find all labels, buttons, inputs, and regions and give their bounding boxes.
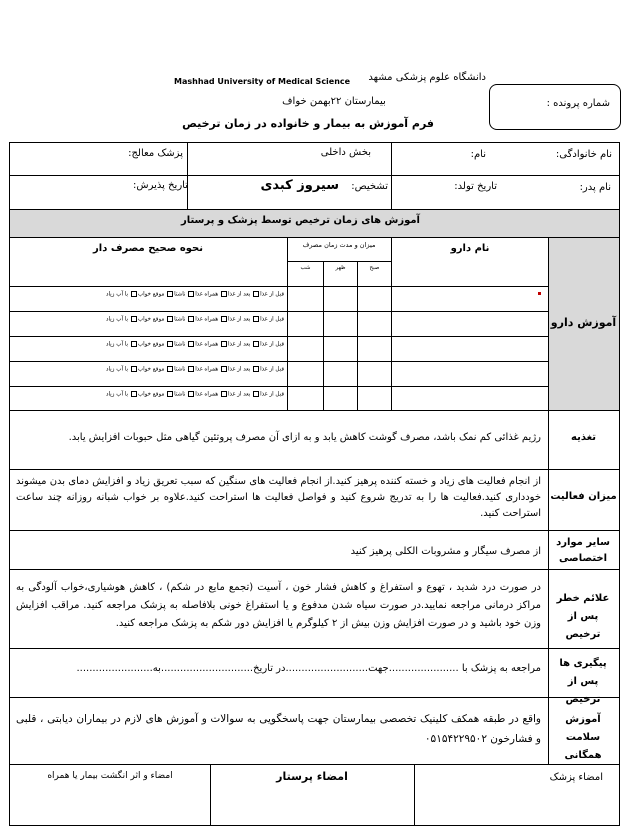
activity-text: از انجام فعالیت های زیاد و خسته کننده پرهیز کنید.از انجام فعالیت های سنگین که سبب تعریق زیاد و افزایش دمای بدن میشوند خودداری کنید.فعالیت ها را به تدریج شروع کنید و فواصل فعالیت ها استراحت کنید.علاوه بر خواب شبانه روزانه چند ساعت استراحت کنید. bbox=[16, 476, 541, 519]
checkbox[interactable] bbox=[253, 291, 259, 297]
opt-with-meal: همراه غذا bbox=[195, 366, 219, 373]
checkbox[interactable] bbox=[253, 341, 259, 347]
checkbox[interactable] bbox=[167, 291, 173, 297]
checkbox[interactable] bbox=[221, 291, 227, 297]
checkbox[interactable] bbox=[221, 366, 227, 372]
checkbox[interactable] bbox=[188, 316, 194, 322]
file-number-box[interactable] bbox=[489, 84, 621, 130]
usage-options-row-2 bbox=[44, 316, 284, 323]
checkbox[interactable] bbox=[131, 391, 137, 397]
opt-with-meal: همراه غذا bbox=[195, 291, 219, 298]
opt-bedtime: موقع خواب bbox=[137, 316, 165, 323]
opt-before-meal: قبل از غذا bbox=[260, 366, 284, 373]
checkbox[interactable] bbox=[167, 316, 173, 322]
checkbox[interactable] bbox=[221, 391, 227, 397]
nutrition-text: رژیم غذائی کم نمک باشد، مصرف گوشت کاهش یابد و به ازای آن مصرف پروتئین گیاهی مثل حبوبات افزایش یابد. bbox=[68, 432, 541, 443]
opt-fasting: ناشتا bbox=[174, 391, 186, 398]
section-title: آموزش های زمان ترخیص توسط پزشک و پرستار bbox=[180, 215, 420, 226]
diagnosis-label: تشخیص: bbox=[351, 181, 388, 192]
warning-signs-label: علائم خطر پس از ترخیص bbox=[556, 593, 610, 640]
opt-bedtime: موقع خواب bbox=[137, 341, 165, 348]
checkbox[interactable] bbox=[221, 341, 227, 347]
opt-bedtime: موقع خواب bbox=[137, 291, 165, 298]
drug-name-header: نام دارو bbox=[450, 243, 490, 254]
hospital-name: بیمارستان ۲۲بهمن خواف bbox=[282, 96, 386, 107]
checkbox[interactable] bbox=[188, 341, 194, 347]
physician-signature-label: امضاء پزشک bbox=[549, 772, 603, 783]
opt-with-meal: همراه غذا bbox=[195, 316, 219, 323]
checkbox[interactable] bbox=[167, 391, 173, 397]
opt-before-meal: قبل از غذا bbox=[260, 391, 284, 398]
patient-signature-label: امضاء و اثر انگشت بیمار یا همراه bbox=[47, 771, 173, 781]
health-education-label: آموزش سلامت همگانی bbox=[564, 714, 602, 761]
opt-bedtime: موقع خواب bbox=[137, 391, 165, 398]
drug-red-mark bbox=[538, 292, 541, 295]
checkbox[interactable] bbox=[131, 291, 137, 297]
checkbox[interactable] bbox=[167, 366, 173, 372]
dose-night: شب bbox=[300, 265, 311, 271]
family-name-label: نام خانوادگی: bbox=[555, 149, 612, 160]
opt-fasting: ناشتا bbox=[174, 291, 186, 298]
opt-after-meal: بعد از غذا bbox=[227, 366, 251, 373]
opt-fasting: ناشتا bbox=[174, 316, 186, 323]
birth-date-label: تاریخ تولد: bbox=[454, 181, 497, 192]
usage-header: نحوه صحیح مصرف دار bbox=[93, 243, 203, 254]
diagnosis-value: سیروز کبدی bbox=[260, 178, 339, 193]
ward-label: بخش داخلی bbox=[320, 147, 371, 158]
opt-before-meal: قبل از غذا bbox=[260, 316, 284, 323]
admission-date-label: تاریخ پذیرش: bbox=[133, 180, 188, 191]
other-label: سایر موارد اختصاصی bbox=[556, 537, 610, 564]
warning-signs-text: در صورت درد شدید ، تهوع و استفراغ و کاهش فشار خون ، آسیت (تجمع مایع در شکم) ، کاهش هوشیاری،خواب آلودگی به مراکز درمانی مراجعه نمایید.در صورت سیاه شدن مدفوع و یا استفراغ خونی بلافاصله به پزشک مراجعه کنید. مراقب افزایش وزن خود باشید و در صورت افزایش وزن بیش از ۲ کیلوگرم یا افزایش دور شکم به پزشک مراجعه کنید. bbox=[16, 582, 541, 629]
name-label: نام: bbox=[470, 149, 486, 160]
opt-much-water: با آب زیاد bbox=[105, 391, 129, 398]
checkbox[interactable] bbox=[188, 391, 194, 397]
father-name-label: نام پدر: bbox=[579, 182, 611, 193]
opt-fasting: ناشتا bbox=[174, 341, 186, 348]
opt-after-meal: بعد از غذا bbox=[227, 391, 251, 398]
other-text: از مصرف سیگار و مشروبات الکلی پرهیز کنید bbox=[350, 546, 541, 557]
checkbox[interactable] bbox=[253, 391, 259, 397]
opt-before-meal: قبل از غذا bbox=[260, 341, 284, 348]
checkbox[interactable] bbox=[221, 316, 227, 322]
form-title: فرم آموزش به بیمار و خانواده در زمان ترخیص bbox=[182, 117, 434, 130]
opt-much-water: با آب زیاد bbox=[105, 316, 129, 323]
opt-before-meal: قبل از غذا bbox=[260, 291, 284, 298]
checkbox[interactable] bbox=[253, 316, 259, 322]
health-education-text: واقع در طبقه همکف کلینیک تخصصی بیمارستان جهت پاسخگویی به سوالات و آموزش های لازم در بیماران دیابتی ، قلبی و فشارخون ۰۵۱۵۴۲۲۹۵۰۲ bbox=[16, 713, 541, 745]
usage-options-row-3 bbox=[44, 341, 284, 348]
opt-after-meal: بعد از غذا bbox=[227, 316, 251, 323]
opt-with-meal: همراه غذا bbox=[195, 391, 219, 398]
opt-much-water: با آب زیاد bbox=[105, 366, 129, 373]
physician-label: پزشک معالج: bbox=[128, 148, 183, 159]
dose-morning: صبح bbox=[369, 265, 380, 271]
opt-bedtime: موقع خواب bbox=[137, 366, 165, 373]
opt-after-meal: بعد از غذا bbox=[227, 341, 251, 348]
checkbox[interactable] bbox=[131, 341, 137, 347]
medication-row-label: آموزش دارو bbox=[550, 316, 617, 329]
usage-options-row-4 bbox=[44, 366, 284, 373]
opt-with-meal: همراه غذا bbox=[195, 341, 219, 348]
opt-much-water: با آب زیاد bbox=[105, 341, 129, 348]
nurse-signature-label: امضاء پرستار bbox=[276, 770, 348, 783]
opt-after-meal: بعد از غذا bbox=[227, 291, 251, 298]
dose-noon: ظهر bbox=[335, 265, 346, 271]
checkbox[interactable] bbox=[253, 366, 259, 372]
nutrition-label: تغذیه bbox=[571, 432, 596, 443]
dose-header: میزان و مدت زمان مصرف bbox=[302, 241, 376, 249]
usage-options-row-5 bbox=[44, 391, 284, 398]
university-name-en: Mashhad University of Medical Science bbox=[174, 77, 351, 86]
checkbox[interactable] bbox=[188, 291, 194, 297]
opt-much-water: با آب زیاد bbox=[105, 291, 129, 298]
opt-fasting: ناشتا bbox=[174, 366, 186, 373]
university-name-fa: دانشگاه علوم پزشکی مشهد bbox=[368, 72, 486, 83]
checkbox[interactable] bbox=[131, 366, 137, 372]
file-number-label: شماره پرونده : bbox=[546, 98, 610, 109]
checkbox[interactable] bbox=[188, 366, 194, 372]
followup-text: مراجعه به پزشک با ......................جهت..........................در تاریخ.............................به........................ bbox=[76, 663, 541, 674]
activity-label: میزان فعالیت bbox=[550, 491, 617, 502]
usage-options-row-1 bbox=[44, 291, 284, 298]
checkbox[interactable] bbox=[131, 316, 137, 322]
followup-label: پیگیری ها پس از ترخیص bbox=[559, 658, 607, 705]
checkbox[interactable] bbox=[167, 341, 173, 347]
